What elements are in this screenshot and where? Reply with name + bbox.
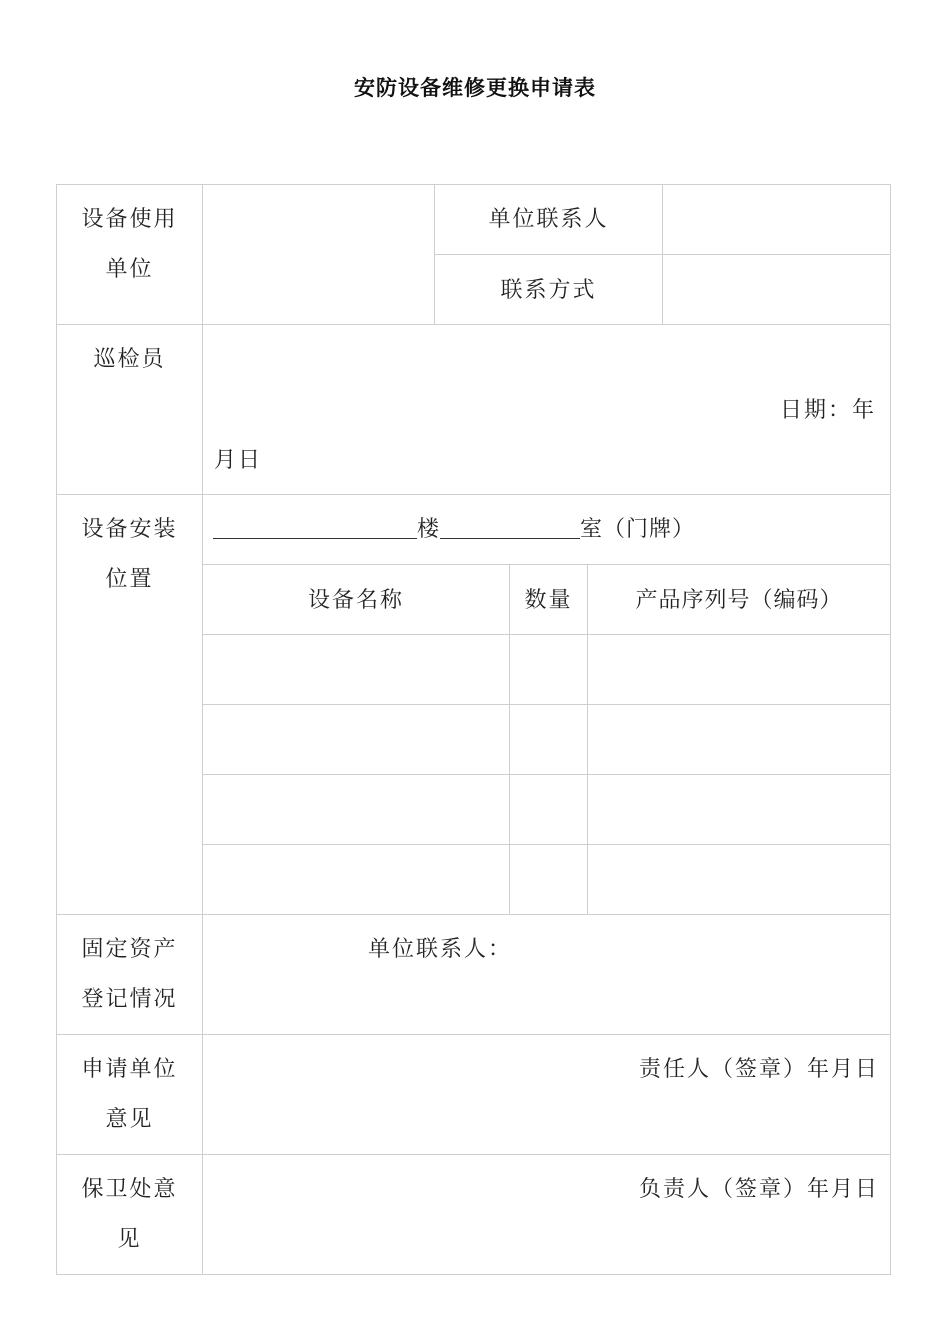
assets-label <box>57 925 202 1025</box>
unit-value-field[interactable] <box>203 185 434 324</box>
security-label-line1: 保卫处意 <box>81 1177 178 1202</box>
quantity-cell[interactable] <box>510 845 587 914</box>
applicant-label-line2: 意见 <box>105 1107 154 1132</box>
row-divider <box>56 914 891 915</box>
location-address <box>213 505 883 555</box>
header-serial-number: 产品序列号（编码） <box>635 588 843 613</box>
security-label-line2: 见 <box>117 1227 142 1252</box>
contact-person-field[interactable] <box>663 185 890 254</box>
contact-method-label: 联系方式 <box>500 278 597 303</box>
divider <box>202 564 891 565</box>
equipment-name-cell[interactable] <box>203 775 509 844</box>
assets-label-line2: 登记情况 <box>81 987 178 1012</box>
serial-number-cell[interactable] <box>588 705 890 774</box>
contact-person-label: 单位联系人 <box>488 207 609 232</box>
location-label-line1: 设备安装 <box>81 517 178 542</box>
row-divider <box>56 324 891 325</box>
applicant-label-line1: 申请单位 <box>81 1057 178 1082</box>
inspector-date: 日期：年 <box>779 398 876 423</box>
serial-number-cell[interactable] <box>588 635 890 704</box>
header-quantity: 数量 <box>524 588 573 613</box>
unit-label <box>57 195 202 295</box>
serial-number-cell[interactable] <box>588 775 890 844</box>
quantity-cell[interactable] <box>510 635 587 704</box>
unit-label-line2: 单位 <box>105 257 154 282</box>
security-signature: 负责人（签章）年月日 <box>638 1177 879 1202</box>
location-label <box>57 505 202 605</box>
equipment-name-cell[interactable] <box>203 705 509 774</box>
table-border-right <box>890 184 891 1275</box>
contact-method-field[interactable] <box>663 255 890 324</box>
inspector-label: 巡检员 <box>93 347 166 372</box>
security-opinion-label <box>57 1165 202 1265</box>
row-divider <box>56 1034 891 1035</box>
assets-label-line1: 固定资产 <box>81 937 178 962</box>
applicant-signature: 责任人（签章）年月日 <box>638 1057 879 1082</box>
applicant-opinion-label <box>57 1045 202 1145</box>
quantity-cell[interactable] <box>510 775 587 844</box>
unit-label-line1: 设备使用 <box>81 207 178 232</box>
building-text: 楼 <box>417 517 441 542</box>
room-blank[interactable] <box>440 516 580 539</box>
row-divider <box>56 494 891 495</box>
assets-contact: 单位联系人： <box>368 937 513 962</box>
room-text: 室（门牌） <box>580 517 696 542</box>
row-divider <box>56 1154 891 1155</box>
table-border-bottom <box>56 1274 891 1275</box>
quantity-cell[interactable] <box>510 705 587 774</box>
serial-number-cell[interactable] <box>588 845 890 914</box>
inspector-date-continued: 月日 <box>214 448 263 473</box>
form-title: 安防设备维修更换申请表 <box>354 76 596 100</box>
equipment-name-cell[interactable] <box>203 635 509 704</box>
building-blank[interactable] <box>213 516 417 539</box>
location-label-line2: 位置 <box>105 567 154 592</box>
equipment-name-cell[interactable] <box>203 845 509 914</box>
header-equipment-name: 设备名称 <box>307 588 404 613</box>
